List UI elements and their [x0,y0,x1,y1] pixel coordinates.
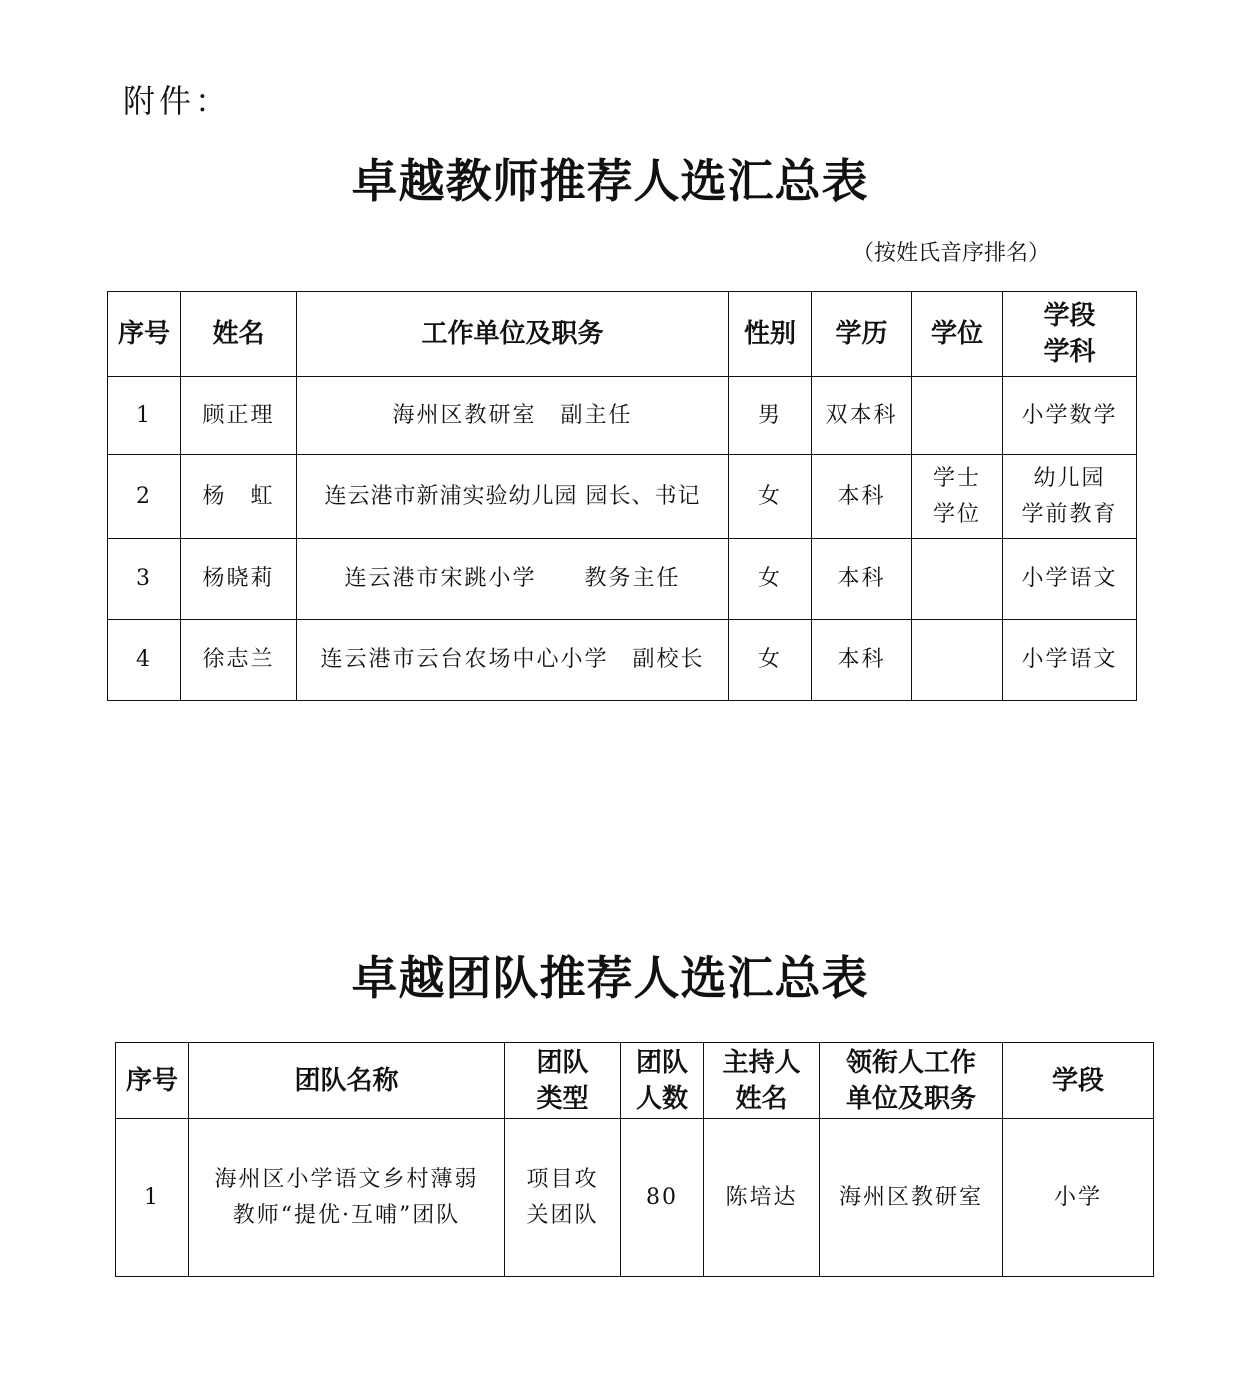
teacher-table [107,291,1137,701]
cell-workplace: 连云港市新浦实验幼儿园 园长、书记 [297,455,729,539]
cell-degree [912,455,1003,539]
cell-degree-line1: 学士 [932,465,981,491]
sort-note: （按姓氏音序排名） [852,241,1051,266]
team-header-row [116,1043,1154,1119]
cell-team-name [189,1119,505,1277]
header-leader [820,1043,1003,1119]
cell-degree-line2: 学位 [932,501,981,527]
header-workplace: 工作单位及职务 [297,292,729,377]
cell-education: 本科 [812,620,912,701]
cell-stage [1003,377,1137,455]
header-team-type [505,1043,621,1119]
header-name: 姓名 [181,292,297,377]
table-row [108,377,1137,455]
header-host-line1: 主持人 [722,1047,801,1078]
cell-workplace: 连云港市云台农场中心小学 副校长 [297,620,729,701]
header-team-type-line1: 团队 [536,1047,589,1078]
cell-stage-line1: 小学数学 [1021,402,1118,428]
teacher-header-row [108,292,1137,377]
header-degree: 学位 [912,292,1003,377]
cell-host: 陈培达 [704,1119,820,1277]
table-row [116,1119,1154,1277]
header-stage-line2: 学科 [1043,337,1096,367]
table-row [108,620,1137,701]
cell-team-size: 80 [621,1119,704,1277]
cell-index: 4 [108,620,181,701]
cell-stage-line1: 幼儿园 [1033,465,1106,491]
cell-stage [1003,620,1137,701]
table-row [108,539,1137,620]
header-team-name: 团队名称 [189,1043,505,1119]
cell-stage [1003,455,1137,539]
cell-education: 本科 [812,455,912,539]
header-team-type-line2: 类型 [536,1083,589,1114]
cell-index: 1 [116,1119,189,1277]
cell-leader: 海州区教研室 [820,1119,1003,1277]
header-host [704,1043,820,1119]
header-index: 序号 [116,1043,189,1119]
cell-degree [912,377,1003,455]
cell-gender: 男 [729,377,812,455]
teacher-table-title: 卓越教师推荐人选汇总表 [351,154,869,208]
cell-workplace: 海州区教研室 副主任 [297,377,729,455]
team-table-title: 卓越团队推荐人选汇总表 [351,951,869,1005]
cell-name: 顾正理 [181,377,297,455]
header-team-size [621,1043,704,1119]
header-host-line2: 姓名 [735,1083,788,1114]
cell-education: 双本科 [812,377,912,455]
cell-stage: 小学 [1003,1119,1154,1277]
header-index: 序号 [108,292,181,377]
header-team-size-line2: 人数 [635,1083,688,1114]
cell-gender: 女 [729,539,812,620]
cell-team-type-line1: 项目攻 [526,1166,599,1192]
cell-index: 3 [108,539,181,620]
cell-team-type-line2: 关团队 [526,1202,599,1228]
cell-team-name-line1: 海州区小学语文乡村薄弱 [214,1166,479,1192]
cell-degree [912,539,1003,620]
cell-stage-line1: 小学语文 [1021,647,1118,672]
cell-gender: 女 [729,455,812,539]
team-table [115,1042,1154,1277]
cell-stage [1003,539,1137,620]
cell-stage-line2: 学前教育 [1021,501,1118,527]
cell-stage-line1: 小学语文 [1021,566,1118,591]
cell-index: 2 [108,455,181,539]
cell-gender: 女 [729,620,812,701]
cell-workplace: 连云港市宋跳小学 教务主任 [297,539,729,620]
header-stage: 学段 [1003,1043,1154,1119]
cell-name: 杨晓莉 [181,539,297,620]
header-stage [1003,292,1137,377]
cell-team-name-line2: 教师“提优·互哺”团队 [232,1202,461,1228]
cell-degree [912,620,1003,701]
cell-index: 1 [108,377,181,455]
header-gender: 性别 [729,292,812,377]
cell-team-type [505,1119,621,1277]
cell-name: 杨 虹 [181,455,297,539]
cell-name: 徐志兰 [181,620,297,701]
table-row [108,455,1137,539]
attachment-label: 附件： [123,82,232,120]
cell-education: 本科 [812,539,912,620]
header-education: 学历 [812,292,912,377]
header-team-size-line1: 团队 [635,1047,688,1078]
header-stage-line1: 学段 [1043,301,1096,331]
header-leader-line2: 单位及职务 [845,1083,976,1114]
header-leader-line1: 领衔人工作 [845,1047,976,1078]
